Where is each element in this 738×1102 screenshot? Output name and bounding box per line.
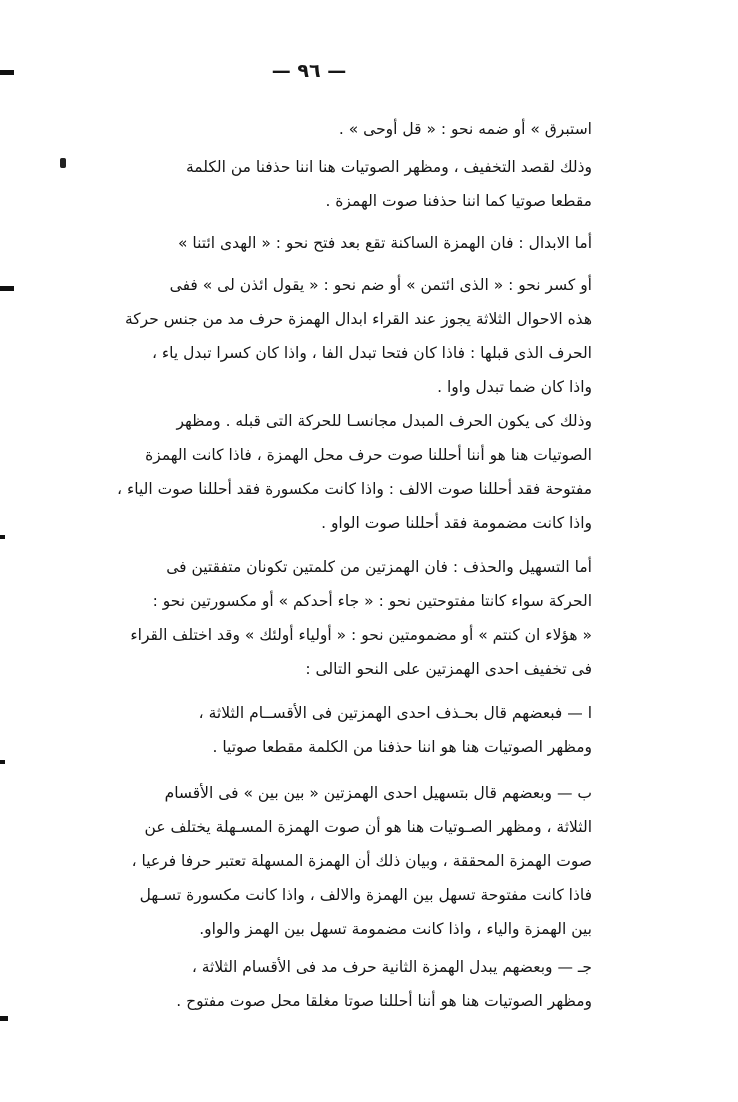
scan-edge-mark <box>0 760 5 764</box>
text-line: الصوتيات هنا هو أننا أحللنا صوت حرف محل الهمزة ، فاذا كانت الهمزة <box>145 446 592 464</box>
paragraph-5 <box>44 404 592 540</box>
text-line: أما الابدال : فان الهمزة الساكنة تقع بعد فتح نحو : « الهدى ائتنا » <box>177 234 592 252</box>
paragraph-6 <box>44 550 592 686</box>
text-line: ومظهر الصوتيات هنا هو اننا حذفنا من الكلمة مقطعا صوتيا . <box>212 738 592 756</box>
scan-edge-mark <box>0 535 5 539</box>
text-line: وذلك كى يكون الحرف المبدل مجانسـا للحركة التى قبله . ومظهر <box>176 412 592 430</box>
paragraph-3 <box>44 226 592 260</box>
paragraph-7 <box>44 696 592 764</box>
text-line: واذا كانت مضمومة فقد أحللنا صوت الواو . <box>321 514 592 532</box>
text-line: فاذا كانت مفتوحة تسهل بين الهمزة والالف ، واذا كانت مكسورة تسـهل <box>139 886 592 904</box>
text-line: ومظهر الصوتيات هنا هو أننا أحللنا صوتا مغلقا محل صوت مفتوح . <box>176 992 592 1010</box>
scan-edge-mark <box>0 286 14 291</box>
text-line: صوت الهمزة المحققة ، وبيان ذلك أن الهمزة المسهلة تعتبر حرفا فرعيا ، <box>131 852 592 870</box>
text-line: بين الهمزة والياء ، واذا كانت مضمومة تسهل بين الهمز والواو. <box>199 920 592 938</box>
text-line: استبرق » أو ضمه نحو : « قل أوحى » . <box>338 120 592 138</box>
text-line: وذلك لقصد التخفيف ، ومظهر الصوتيات هنا اننا حذفنا من الكلمة <box>185 158 592 176</box>
text-line: فى تخفيف احدى الهمزتين على النحو التالى : <box>305 660 592 678</box>
paragraph-4 <box>44 268 592 404</box>
paragraph-2 <box>44 150 592 218</box>
text-line: ب — وبعضهم قال بتسهيل احدى الهمزتين « بين بين » فى الأقسام <box>164 784 592 802</box>
text-line: هذه الاحوال الثلاثة يجوز عند القراء ابدال الهمزة حرف مد من جنس حركة <box>124 310 592 328</box>
text-line: ا — فبعضهم قال بحـذف احدى الهمزتين فى الأقســام الثلاثة ، <box>198 704 592 722</box>
scan-smudge <box>60 158 66 168</box>
text-line: الحركة سواء كانتا مفتوحتين نحو : « جاء أحدكم » أو مكسورتين نحو : <box>152 592 592 610</box>
text-line: أو كسر نحو : « الذى ائتمن » أو ضم نحو : « يقول ائذن لى » ففى <box>169 276 592 294</box>
page-number: — ٩٦ — <box>271 60 347 82</box>
scan-edge-mark <box>0 1016 8 1021</box>
text-line: الثلاثة ، ومظهر الصـوتيات هنا هو أن صوت الهمزة المسـهلة يختلف عن <box>144 818 592 836</box>
text-line: « هؤلاء ان كنتم » أو مضمومتين نحو : « أولياء أولئك » وقد اختلف القراء <box>130 626 592 644</box>
text-line: مفتوحة فقد أحللنا صوت الالف : واذا كانت مكسورة فقد أحللنا صوت الياء ، <box>117 480 592 498</box>
text-line: واذا كان ضما تبدل واوا . <box>437 378 592 396</box>
text-line: جـ — وبعضهم يبدل الهمزة الثانية حرف مد فى الأقسام الثلاثة ، <box>191 958 592 976</box>
paragraph-8 <box>44 776 592 946</box>
paragraph-9 <box>44 950 592 1018</box>
scan-edge-mark <box>0 70 14 75</box>
paragraph-1 <box>44 112 592 146</box>
text-line: أما التسهيل والحذف : فان الهمزتين من كلمتين تكونان متفقتين فى <box>166 558 592 576</box>
text-line: مقطعا صوتيا كما اننا حذفنا صوت الهمزة . <box>325 192 592 210</box>
text-line: الحرف الذى قبلها : فاذا كان فتحا تبدل الفا ، واذا كان كسرا تبدل ياء ، <box>151 344 592 362</box>
